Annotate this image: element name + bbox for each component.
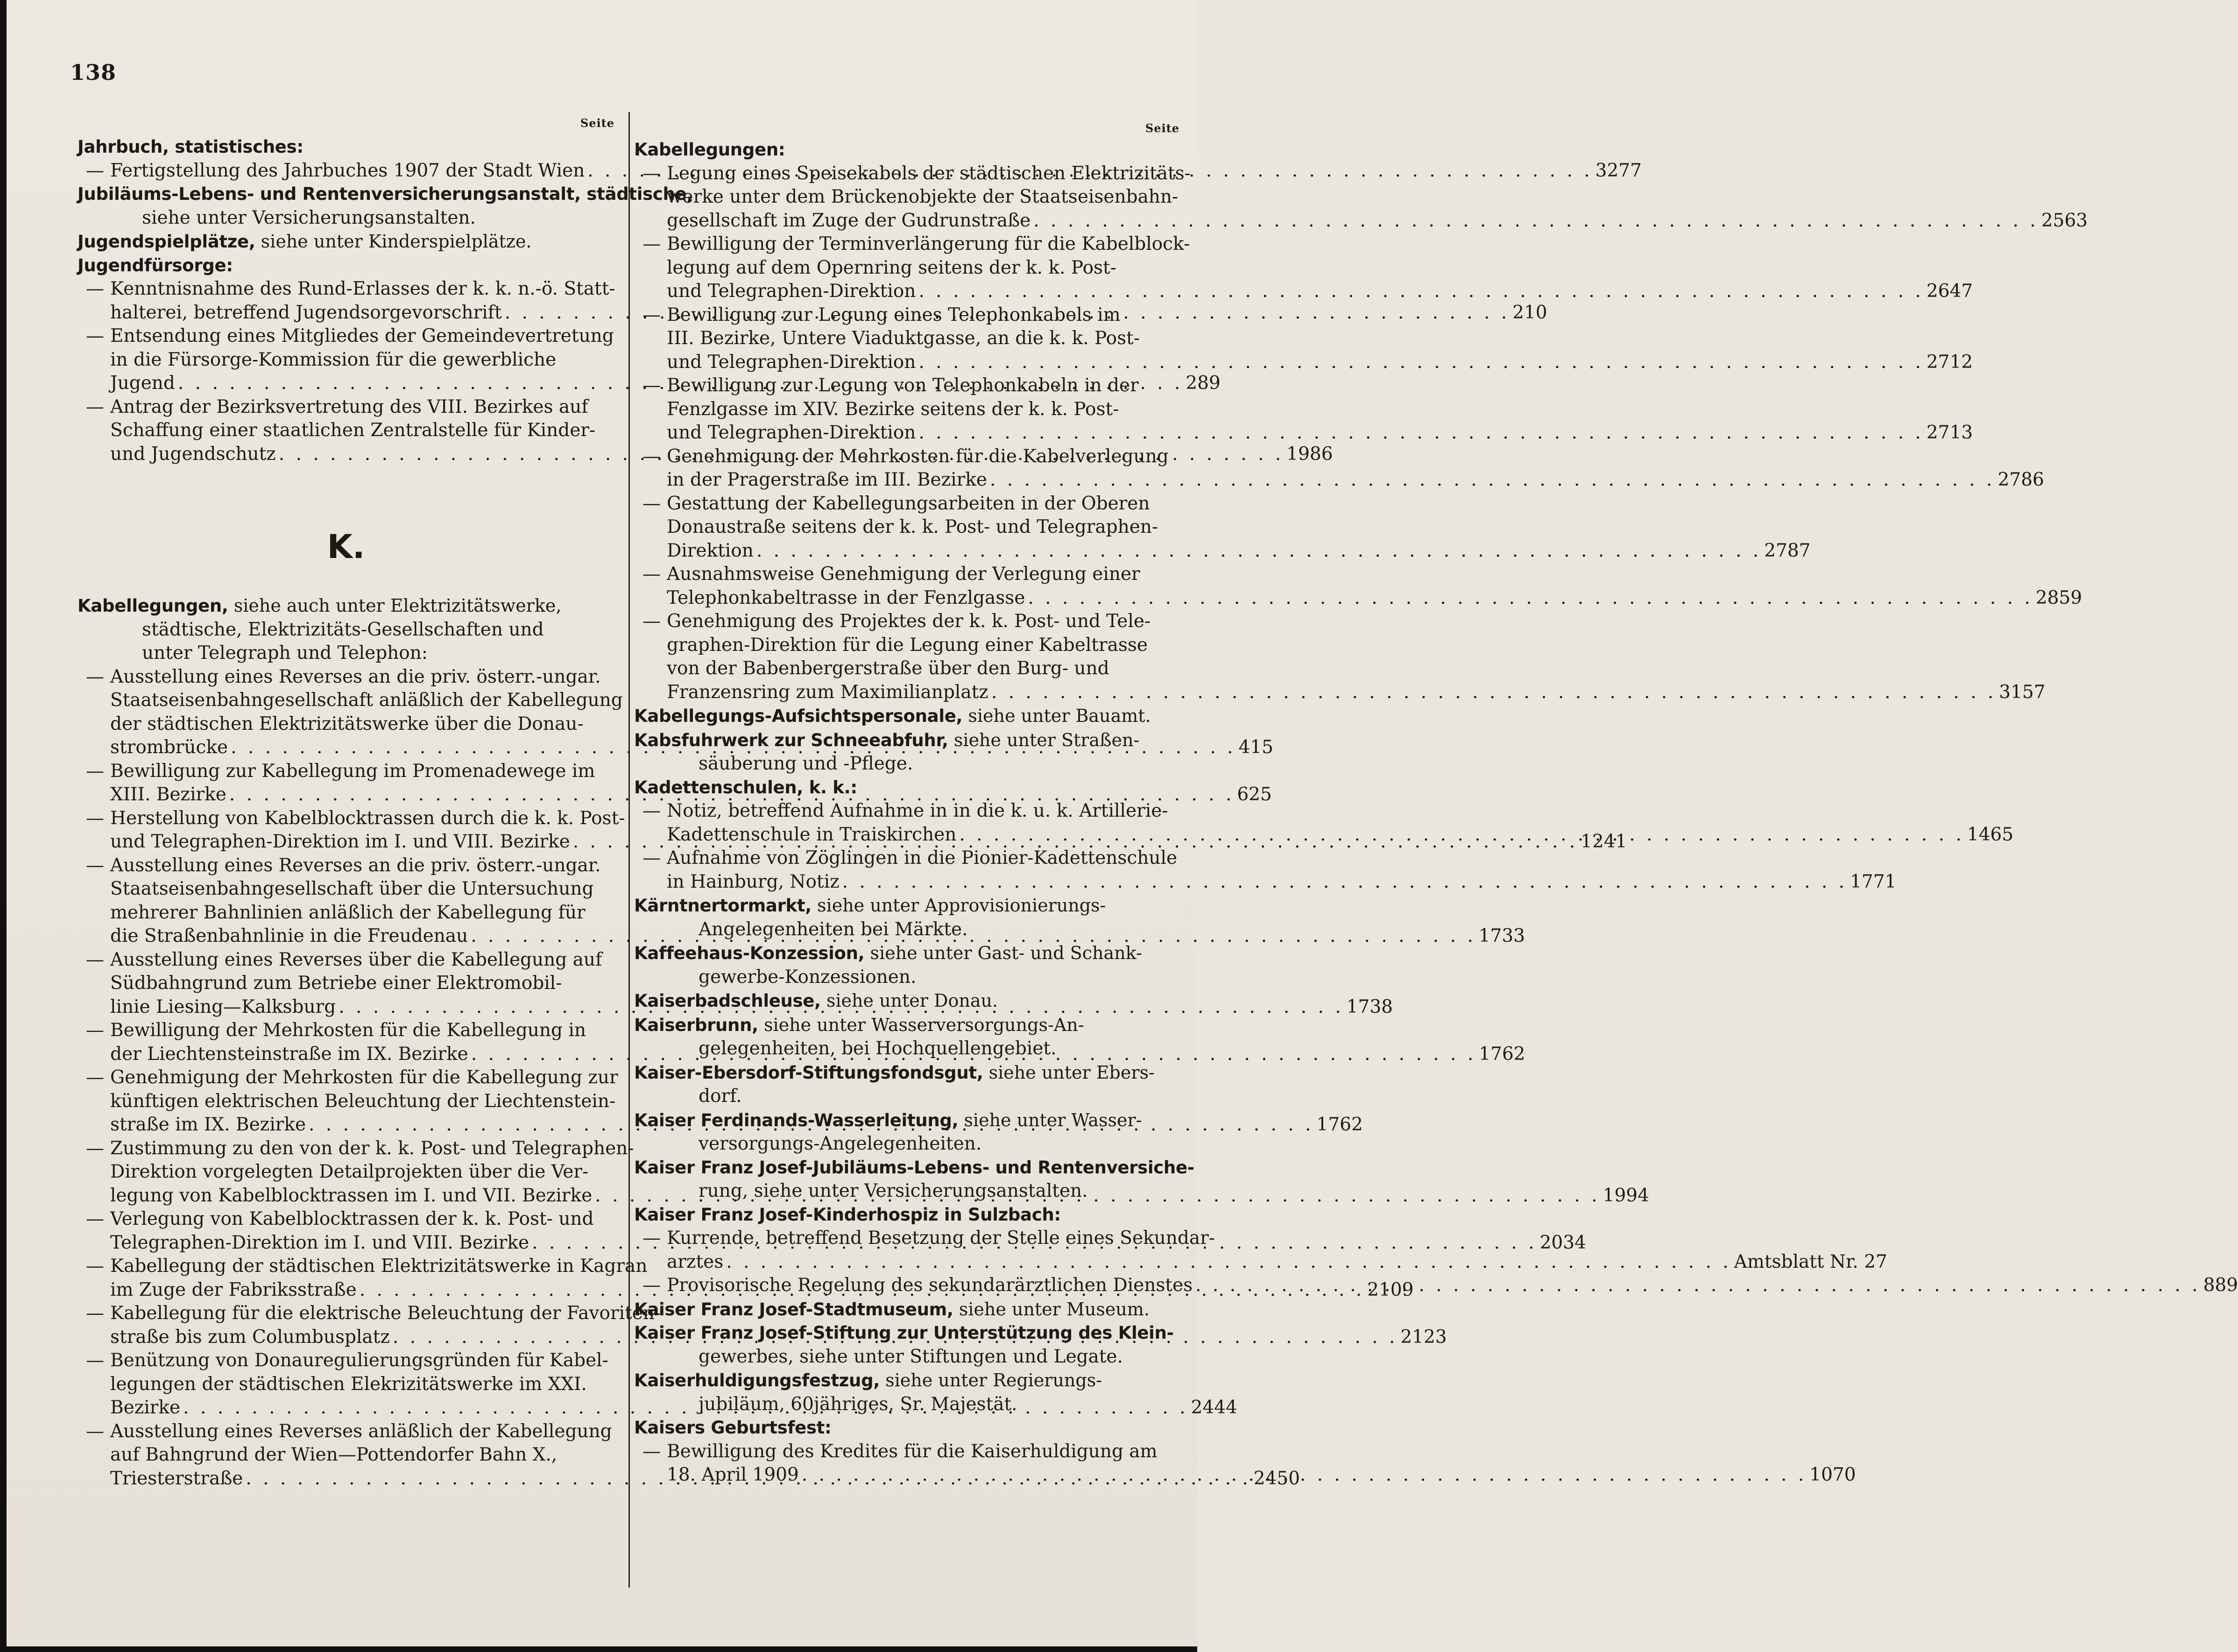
- index-block: [78, 183, 693, 230]
- entry-text: Bezirke: [110, 1397, 181, 1418]
- entry-text: Franzensring zum Maximilianplatz: [667, 681, 988, 703]
- entry-line: Ausstellung eines Reverses an die priv. österr.-ungar.: [110, 854, 601, 876]
- entry-line: Staatseisenbahngesellschaft über die Untersuchung: [110, 878, 594, 899]
- entry-line: [634, 209, 2088, 233]
- index-heading: Kaiser Franz Josef-Stadtmuseum,: [634, 1299, 953, 1320]
- entry-line: Bewilligung zur Legung von Telephonkabeln in der: [667, 375, 1139, 396]
- entry-text: im Zuge der Fabriksstraße: [110, 1279, 357, 1300]
- entry-line: Ausstellung eines Reverses anläßlich der Kabellegung: [110, 1420, 612, 1442]
- entry-dash: —: [642, 800, 661, 821]
- entry-line: künftigen elektrischen Beleuchtung der Liechtenstein-: [110, 1090, 616, 1112]
- heading-line: [634, 1321, 1174, 1345]
- entry-dash: —: [86, 1256, 104, 1277]
- dot-leader: [754, 539, 1764, 563]
- entry-line: Fenzlgasse im XIV. Bezirke seitens der k. k. Post-: [667, 398, 1119, 420]
- dot-leader: [988, 681, 1999, 705]
- entry-dash: —: [642, 611, 661, 632]
- entry-text: strombrücke: [110, 737, 228, 758]
- entry-line: Schaffung einer staatlichen Zentralstelle für Kinder-: [110, 420, 596, 441]
- page-reference: 2787: [1764, 540, 1811, 561]
- entry-text: und Telegraphen-Direktion im I. und VIII. Bezirke: [110, 831, 570, 852]
- entry-dash: —: [642, 445, 661, 467]
- index-block: [634, 989, 1170, 1013]
- entry-line: Bewilligung zur Kabellegung im Promenadewege im: [110, 760, 595, 782]
- heading-line: [634, 138, 1170, 162]
- entry-line: Bewilligung der Terminverlängerung für die Kabelblock-: [667, 233, 1190, 254]
- index-heading: Kabellegungen,: [78, 596, 228, 616]
- see-reference: siehe unter Bauamt.: [962, 706, 1151, 726]
- entry-text: in Hainburg, Notiz: [667, 871, 840, 892]
- see-reference: siehe unter Wasser-: [958, 1109, 1142, 1130]
- index-heading: Kaiser Franz Josef-Kinderhospiz in Sulzbach:: [634, 1204, 1061, 1225]
- entry-line: Direktion vorgelegten Detailprojekten über die Ver-: [110, 1161, 589, 1182]
- dot-leader: [1031, 209, 2041, 233]
- page-reference: 1986: [1286, 443, 1333, 465]
- heading-continuation: gewerbes, siehe unter Stiftungen und Legate.: [699, 1346, 1123, 1367]
- entry-dash: —: [642, 233, 661, 254]
- index-block: [634, 1013, 1170, 1061]
- entry-dash: —: [86, 807, 104, 829]
- see-reference: siehe unter Wasserversorgungs-An-: [758, 1014, 1084, 1035]
- heading-line: [78, 135, 614, 159]
- index-block: [634, 1156, 1194, 1203]
- heading-line: [634, 1061, 1170, 1085]
- entry-dash: —: [642, 493, 661, 514]
- entry-line: legung auf dem Opernring seitens der k. k. Post-: [667, 257, 1116, 278]
- entry-text: 18. April 1909: [667, 1464, 799, 1485]
- index-block: [634, 1298, 1170, 1322]
- index-entry: [634, 233, 1973, 304]
- entry-text: Telephonkabeltrasse in der Fenzlgasse: [667, 587, 1025, 608]
- index-block: [634, 1321, 1174, 1369]
- index-entry: [634, 563, 2083, 610]
- section-letter: K.: [327, 528, 365, 566]
- heading-line: [634, 1298, 1170, 1322]
- entry-line: Staatseisenbahngesellschaft anläßlich der Kabellegung: [110, 690, 623, 711]
- index-entry: [634, 610, 2046, 704]
- dot-leader: [987, 468, 1998, 492]
- index-block: [634, 1369, 1170, 1416]
- entry-dash: —: [86, 949, 104, 970]
- index-heading: Kaiser Franz Josef-Stiftung zur Unterstützung des Klein-: [634, 1323, 1174, 1343]
- heading-line: [78, 183, 693, 206]
- entry-dash: —: [86, 1420, 104, 1442]
- entry-dash: —: [642, 1440, 661, 1462]
- heading-line: [634, 894, 1170, 918]
- heading-line: [78, 594, 614, 618]
- page-reference: 2123: [1400, 1326, 1447, 1348]
- index-heading: Kaiser-Ebersdorf-Stiftungsfondsgut,: [634, 1062, 983, 1083]
- heading-line: [78, 230, 614, 254]
- index-block: [634, 941, 1170, 989]
- heading-line: [634, 728, 1170, 753]
- page-reference: 2647: [1926, 281, 1973, 302]
- index-entry: [634, 847, 1897, 894]
- index-heading: Kaiser Franz Josef-Jubiläums-Lebens- und Rentenversiche-: [634, 1157, 1194, 1178]
- heading-line: [78, 254, 614, 278]
- entry-text: arztes: [667, 1251, 724, 1272]
- entry-text: halterei, betreffend Jugendsorgevorschrift: [110, 302, 502, 323]
- entry-dash: —: [86, 1137, 104, 1159]
- dot-leader: [916, 421, 1926, 445]
- entry-text: legung von Kabelblocktrassen im I. und VII. Bezirke: [110, 1185, 593, 1206]
- entry-line: Entsendung eines Mitgliedes der Gemeindevertretung: [110, 325, 614, 346]
- entry-line: [634, 468, 2044, 492]
- entry-text: Kadettenschule in Traiskirchen: [667, 824, 957, 845]
- entry-line: III. Bezirke, Untere Viaduktgasse, an die k. k. Post-: [667, 328, 1140, 349]
- page-reference: 3157: [1999, 681, 2046, 703]
- entry-text: Jugend: [110, 373, 175, 394]
- index-block: [634, 894, 1170, 941]
- see-reference: siehe unter Gast- und Schank-: [864, 943, 1142, 963]
- entry-line: Kabellegung der städtischen Elektrizitätswerke in Kagran: [110, 1256, 648, 1277]
- page-reference: 1762: [1316, 1114, 1363, 1135]
- page-reference: 1994: [1603, 1185, 1649, 1206]
- entry-line: Bewilligung zur Legung eines Telephonkabels im: [667, 304, 1121, 325]
- page-reference: 2450: [1253, 1468, 1300, 1489]
- page-reference: 2712: [1926, 351, 1973, 373]
- page-reference: Amtsblatt Nr. 27: [1734, 1251, 1887, 1272]
- page-reference: 2563: [2041, 210, 2088, 231]
- index-heading: Kärntnertormarkt,: [634, 896, 812, 916]
- entry-line: mehrerer Bahnlinien anläßlich der Kabellegung für: [110, 902, 586, 923]
- entry-dash: —: [642, 375, 661, 396]
- entry-text: der Liechtensteinstraße im IX. Bezirke: [110, 1043, 468, 1065]
- page-reference: 2713: [1926, 422, 1973, 443]
- entry-line: [634, 539, 1811, 563]
- entry-text: linie Liesing—Kalksburg: [110, 996, 336, 1017]
- see-reference: siehe unter Straßen-: [948, 729, 1140, 750]
- entry-dash: —: [86, 325, 104, 346]
- entry-dash: —: [86, 396, 104, 417]
- index-heading: Kabsfuhrwerk zur Schneeabfuhr,: [634, 730, 948, 750]
- index-heading: Kaisers Geburtsfest:: [634, 1418, 832, 1438]
- page-reference: 1241: [1581, 831, 1627, 852]
- entry-line: Aufnahme von Zöglingen in die Pionier-Kadettenschule: [667, 847, 1178, 868]
- index-heading: Jahrbuch, statistisches:: [78, 137, 304, 157]
- entry-dash: —: [642, 304, 661, 325]
- entry-dash: —: [86, 1208, 104, 1229]
- entry-line: Herstellung von Kabelblocktrassen durch die k. k. Post-: [110, 807, 625, 829]
- entry-text: und Telegraphen-Direktion: [667, 422, 916, 443]
- heading-line: [634, 1156, 1194, 1180]
- heading-continuation: rung, siehe unter Versicherungsanstalten.: [699, 1180, 1088, 1201]
- entry-line: der städtischen Elektrizitätswerke über die Donau-: [110, 713, 584, 734]
- entry-dash: —: [86, 1067, 104, 1088]
- entry-text: die Straßenbahnlinie in die Freudenau: [110, 925, 468, 946]
- entry-dash: —: [86, 1350, 104, 1371]
- entry-line: Gestattung der Kabellegungsarbeiten in der Oberen: [667, 493, 1150, 514]
- entry-dash: —: [642, 1275, 661, 1296]
- seite-label-right: Seite: [1145, 121, 1179, 135]
- entry-text: straße im IX. Bezirke: [110, 1114, 306, 1135]
- heading-continuation: versorgungs-Angelegenheiten.: [699, 1133, 982, 1154]
- dot-leader: [723, 1250, 1734, 1274]
- index-heading: Jugendspielplätze,: [78, 232, 255, 252]
- seite-label-left: Seite: [580, 116, 614, 130]
- dot-leader: [1193, 1274, 2203, 1298]
- entry-line: [634, 421, 1973, 445]
- heading-line: [634, 989, 1170, 1013]
- entry-dash: —: [642, 564, 661, 585]
- page-reference: 210: [1512, 302, 1547, 323]
- entry-dash: —: [86, 1303, 104, 1324]
- index-heading: Kabellegungs-Aufsichtspersonale,: [634, 706, 963, 726]
- page-reference: 1771: [1850, 871, 1897, 892]
- page-reference: 1465: [1967, 824, 2014, 845]
- index-heading: Kaiser Ferdinands-Wasserleitung,: [634, 1110, 959, 1130]
- index-heading: Kaiserbadschleuse,: [634, 991, 821, 1011]
- entry-dash: —: [86, 854, 104, 876]
- entry-dash: —: [642, 162, 661, 184]
- entry-line: Notiz, betreffend Aufnahme in in die k. u. k. Artillerie-: [667, 800, 1168, 821]
- entry-line: Donaustraße seitens der k. k. Post- und Telegraphen-: [667, 516, 1158, 537]
- entry-line: Südbahngrund zum Betriebe einer Elektromobil-: [110, 973, 562, 994]
- entry-text: XIII. Bezirke: [110, 784, 226, 805]
- entry-text: in der Pragerstraße im III. Bezirke: [667, 469, 987, 490]
- entry-line: legungen der städtischen Elekrizitätswerke im XXI.: [110, 1373, 587, 1395]
- entry-line: Ausnahmsweise Genehmigung der Verlegung einer: [667, 564, 1140, 585]
- heading-continuation: gelegenheiten, bei Hochquellengebiet.: [699, 1038, 1057, 1059]
- entry-line: Benützung von Donauregulierungsgründen für Kabel-: [110, 1350, 608, 1371]
- entry-line: Legung eines Speisekabels der städtischen Elektrizitäts-: [667, 162, 1191, 184]
- entry-line: Ausstellung eines Reverses an die priv. österr.-ungar.: [110, 666, 601, 687]
- see-reference: siehe unter Kinderspielplätze.: [255, 231, 532, 252]
- page-number: 138: [70, 60, 117, 85]
- entry-text: und Telegraphen-Direktion: [667, 281, 916, 302]
- index-block: [634, 704, 1170, 728]
- index-heading: Kaiserbrunn,: [634, 1015, 758, 1035]
- entry-text: Direktion: [667, 540, 754, 561]
- entry-text: Provisorische Regelung des sekundarärztlichen Dienstes: [667, 1275, 1193, 1296]
- heading-continuation: gewerbe-Konzessionen.: [699, 966, 917, 988]
- entry-line: Genehmigung des Projektes der k. k. Post- und Tele-: [667, 611, 1151, 632]
- heading-line: [634, 1416, 1170, 1440]
- entry-line: [634, 280, 1973, 304]
- page-reference: 1738: [1346, 996, 1393, 1017]
- entry-dash: —: [86, 666, 104, 687]
- page-reference: 2786: [1998, 469, 2044, 490]
- entry-line: Bewilligung der Mehrkosten für die Kabellegung in: [110, 1020, 586, 1041]
- see-reference: siehe unter Donau.: [820, 990, 998, 1011]
- entry-text: Fertigstellung des Jahrbuches 1907 der Stadt Wien: [110, 160, 585, 181]
- entry-line: [634, 681, 2046, 705]
- heading-continuation: siehe unter Versicherungsanstalten.: [142, 207, 476, 228]
- page-reference: 415: [1238, 737, 1273, 758]
- entry-text: gesellschaft im Zuge der Gudrunstraße: [667, 210, 1031, 231]
- entry-line: Kabellegung für die elektrische Beleuchtung der Favoriten-: [110, 1303, 661, 1324]
- entry-line: Zustimmung zu den von der k. k. Post- und Telegraphen-: [110, 1137, 634, 1159]
- page-reference: 625: [1237, 784, 1272, 805]
- entry-text: und Jugendschutz: [110, 443, 276, 465]
- heading-line: [634, 1108, 1170, 1133]
- entry-dash: —: [86, 160, 104, 181]
- index-heading: Kaiserhuldigungsfestzug,: [634, 1370, 880, 1391]
- see-reference: siehe unter Ebers-: [983, 1062, 1155, 1083]
- see-reference: siehe unter Regierungs-: [880, 1370, 1102, 1391]
- heading-line: [634, 1203, 1170, 1227]
- page-reference: 889: [2203, 1275, 2238, 1296]
- entry-line: Kurrende, betreffend Besetzung der Stelle eines Sekundar-: [667, 1228, 1215, 1249]
- dot-leader: [1025, 586, 2035, 610]
- index-block: [634, 1108, 1170, 1156]
- entry-text: und Telegraphen-Direktion: [667, 351, 916, 373]
- page-reference: 2109: [1367, 1279, 1414, 1300]
- heading-continuation: städtische, Elektrizitäts-Gesellschaften und: [142, 619, 544, 640]
- entry-dash: —: [86, 1020, 104, 1041]
- page-reference: 289: [1186, 373, 1221, 394]
- index-heading: Jugendfürsorge:: [78, 255, 233, 275]
- entry-dash: —: [86, 760, 104, 782]
- index-heading: Jubiläums-Lebens- und Rentenversicherungsanstalt, städtische,: [78, 184, 693, 204]
- entry-line: [634, 351, 1973, 374]
- heading-continuation: unter Telegraph und Telephon:: [142, 642, 428, 664]
- heading-line: [634, 1013, 1170, 1038]
- page-reference: 2444: [1191, 1397, 1237, 1418]
- page-reference: 1070: [1809, 1464, 1856, 1485]
- entry-dash: —: [642, 847, 661, 868]
- heading-line: [634, 941, 1170, 966]
- index-heading: Kaffeehaus-Konzession,: [634, 943, 865, 963]
- entry-line: Antrag der Bezirksvertretung des VIII. Bezirkes auf: [110, 396, 588, 417]
- page-reference: 1733: [1478, 925, 1525, 946]
- index-heading: Kadettenschulen, k. k.:: [634, 777, 857, 798]
- page-reference: 2034: [1539, 1232, 1586, 1253]
- entry-line: [634, 870, 1897, 894]
- entry-line: [634, 1250, 1887, 1274]
- dot-leader: [916, 351, 1926, 374]
- entry-line: von der Babenbergerstraße über den Burg- und: [667, 658, 1109, 679]
- see-reference: siehe auch unter Elektrizitätswerke,: [228, 595, 562, 616]
- dot-leader: [799, 1463, 1809, 1487]
- entry-line: [634, 586, 2083, 610]
- entry-line: auf Bahngrund der Wien—Pottendorfer Bahn X.,: [110, 1444, 558, 1465]
- dot-leader: [840, 870, 1850, 894]
- entry-line: Kenntnisnahme des Rund-Erlasses der k. k. n.-ö. Statt-: [110, 278, 615, 299]
- heading-continuation: Angelegenheiten bei Märkte.: [699, 918, 968, 940]
- index-block: [634, 1061, 1170, 1108]
- heading-line: [634, 1369, 1170, 1393]
- dot-leader: [956, 823, 1967, 847]
- entry-line: Genehmigung der Mehrkosten für die Kabellegung zur: [110, 1067, 618, 1088]
- page-reference: 1762: [1479, 1043, 1525, 1065]
- index-block: [78, 230, 614, 254]
- entry-dash: —: [642, 1228, 661, 1249]
- heading-line: [634, 704, 1170, 728]
- see-reference: siehe unter Museum.: [953, 1299, 1150, 1320]
- index-heading: Kabellegungen:: [634, 140, 785, 160]
- dot-leader: [916, 280, 1926, 304]
- entry-line: in die Fürsorge-Kommission für die gewerbliche: [110, 349, 557, 370]
- heading-continuation: säuberung und -Pflege.: [699, 753, 913, 774]
- page-reference: 2859: [2035, 587, 2083, 608]
- entry-dash: —: [86, 278, 104, 299]
- entry-text: Triesterstraße: [110, 1468, 243, 1489]
- entry-line: werke unter dem Brückenobjekte der Staatseisenbahn-: [667, 186, 1179, 207]
- entry-line: Bewilligung des Kredites für die Kaiserhuldigung am: [667, 1440, 1158, 1462]
- entry-text: straße bis zum Columbusplatz: [110, 1326, 390, 1348]
- heading-line: [634, 776, 1170, 800]
- index-entry: [634, 492, 1811, 563]
- heading-continuation: jubiläum, 60jähriges, Sr. Majestät.: [699, 1393, 1017, 1415]
- index-block: [634, 728, 1170, 776]
- entry-line: graphen-Direktion für die Legung einer Kabeltrasse: [667, 634, 1148, 656]
- entry-text: Telegraphen-Direktion im I. und VIII. Bezirke: [110, 1232, 529, 1253]
- entry-line: Verlegung von Kabelblocktrassen der k. k. Post- und: [110, 1208, 594, 1229]
- see-reference: siehe unter Approvisionierungs-: [811, 895, 1106, 916]
- page-reference: 3277: [1595, 160, 1642, 181]
- entry-line: Ausstellung eines Reverses über die Kabellegung auf: [110, 949, 602, 970]
- entry-line: Genehmigung der Mehrkosten für die Kabelverlegung: [667, 445, 1169, 467]
- heading-continuation: dorf.: [699, 1086, 742, 1107]
